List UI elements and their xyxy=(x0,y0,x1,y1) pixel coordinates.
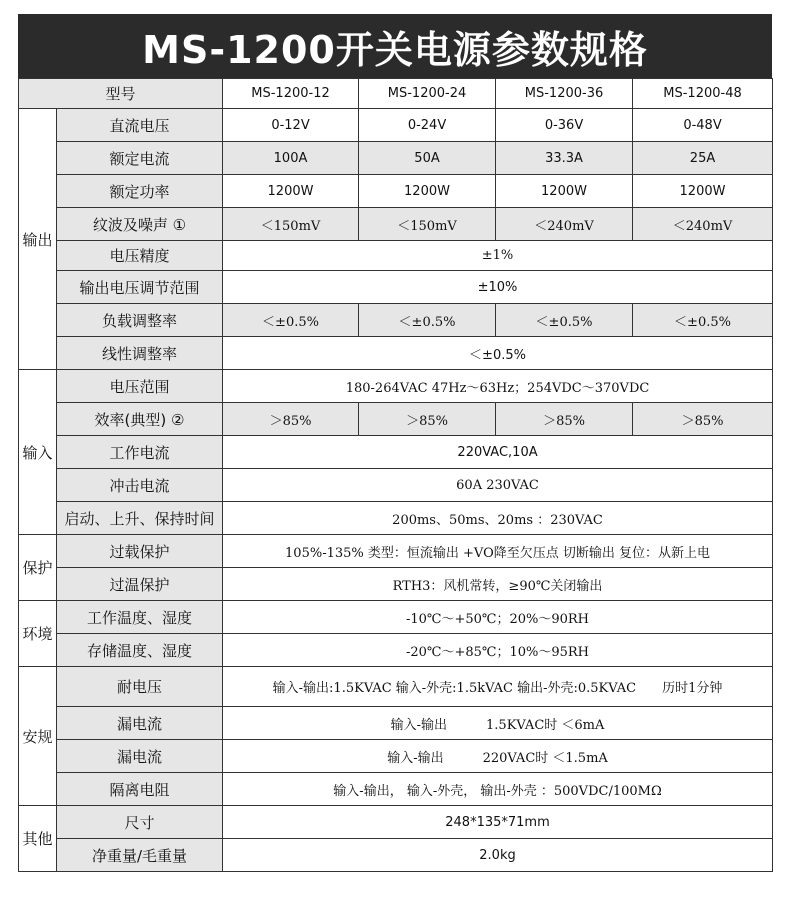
value-cell: ＜240mV xyxy=(633,208,773,241)
value-cell: ＜±0.5% xyxy=(359,304,496,337)
value-cell: 输入-输出 220VAC时 ＜1.5mA xyxy=(223,740,773,773)
table-row xyxy=(19,568,773,601)
param-working-current: 工作电流 xyxy=(57,436,223,469)
value-cell: 200ms、50ms、20ms ：230VAC xyxy=(223,502,773,535)
value-cell: 105%-135% 类型：恒流输出 +VO降至欠压点 切断输出 复位：从新上电 xyxy=(223,535,773,568)
param-storage-temp: 存储温度、湿度 xyxy=(57,634,223,667)
value-cell: 1200W xyxy=(359,175,496,208)
table-row xyxy=(19,502,773,535)
value-cell: 输入-输出 1.5KVAC时 ＜6mA xyxy=(223,707,773,740)
param-ripple: 纹波及噪声 ① xyxy=(57,208,223,241)
table-row xyxy=(19,469,773,502)
value-cell: ＜150mV xyxy=(359,208,496,241)
table-row xyxy=(19,175,773,208)
param-overload: 过载保护 xyxy=(57,535,223,568)
value-cell: 0-36V xyxy=(496,109,633,142)
value-cell: ＜±0.5% xyxy=(223,337,773,370)
value-cell: 输入-输出， 输入-外壳， 输出-外壳 ：500VDC/100MΩ xyxy=(223,773,773,806)
param-voltage-range: 电压范围 xyxy=(57,370,223,403)
page-title: MS-1200开关电源参数规格 xyxy=(18,14,772,78)
param-leakage-current-2: 漏电流 xyxy=(57,740,223,773)
value-cell: 输入-输出:1.5KVAC 输入-外壳:1.5kVAC 输出-外壳:0.5KVAC 历时1分钟 xyxy=(223,667,773,707)
table-row xyxy=(19,109,773,142)
param-overtemp: 过温保护 xyxy=(57,568,223,601)
param-dc-voltage: 直流电压 xyxy=(57,109,223,142)
value-cell: ±1% xyxy=(223,241,773,271)
param-isolation-resistance: 隔离电阻 xyxy=(57,773,223,806)
value-cell: ＞85% xyxy=(223,403,359,436)
param-inrush-current: 冲击电流 xyxy=(57,469,223,502)
table-row xyxy=(19,707,773,740)
table-row xyxy=(19,667,773,707)
table-row xyxy=(19,271,773,304)
table-row xyxy=(19,601,773,634)
value-cell: ＜240mV xyxy=(496,208,633,241)
value-cell: -10℃～+50℃；20%～90RH xyxy=(223,601,773,634)
header-row xyxy=(19,79,773,109)
param-voltage-accuracy: 电压精度 xyxy=(57,241,223,271)
value-cell: 1200W xyxy=(633,175,773,208)
header-model-label: 型号 xyxy=(19,79,223,109)
value-cell: 180-264VAC 47Hz～63Hz；254VDC～370VDC xyxy=(223,370,773,403)
param-rated-power: 额定功率 xyxy=(57,175,223,208)
table-row xyxy=(19,740,773,773)
table-row xyxy=(19,241,773,271)
value-cell: 248*135*71mm xyxy=(223,806,773,839)
table-row xyxy=(19,370,773,403)
table-row xyxy=(19,403,773,436)
header-model-48: MS-1200-48 xyxy=(633,79,773,109)
value-cell: 1200W xyxy=(496,175,633,208)
value-cell: ＞85% xyxy=(359,403,496,436)
param-size: 尺寸 xyxy=(57,806,223,839)
value-cell: 0-48V xyxy=(633,109,773,142)
table-row xyxy=(19,773,773,806)
table-row xyxy=(19,208,773,241)
value-cell: ＜±0.5% xyxy=(633,304,773,337)
param-withstand-voltage: 耐电压 xyxy=(57,667,223,707)
group-input: 输入 xyxy=(19,370,57,535)
header-model-36: MS-1200-36 xyxy=(496,79,633,109)
param-load-regulation: 负载调整率 xyxy=(57,304,223,337)
table-row xyxy=(19,142,773,175)
value-cell: 33.3A xyxy=(496,142,633,175)
table-row xyxy=(19,436,773,469)
group-environment: 环境 xyxy=(19,601,57,667)
param-line-regulation: 线性调整率 xyxy=(57,337,223,370)
value-cell: ＜±0.5% xyxy=(496,304,633,337)
param-working-temp: 工作温度、湿度 xyxy=(57,601,223,634)
value-cell: -20℃～+85℃；10%～95RH xyxy=(223,634,773,667)
value-cell: 1200W xyxy=(223,175,359,208)
value-cell: ±10% xyxy=(223,271,773,304)
param-startup-time: 启动、上升、保持时间 xyxy=(57,502,223,535)
value-cell: ＞85% xyxy=(496,403,633,436)
param-rated-current: 额定电流 xyxy=(57,142,223,175)
value-cell: 0-12V xyxy=(223,109,359,142)
param-leakage-current-1: 漏电流 xyxy=(57,707,223,740)
group-safety: 安规 xyxy=(19,667,57,806)
value-cell: 220VAC,10A xyxy=(223,436,773,469)
param-weight: 净重量/毛重量 xyxy=(57,839,223,872)
table-row xyxy=(19,535,773,568)
param-efficiency: 效率(典型) ② xyxy=(57,403,223,436)
value-cell: 2.0kg xyxy=(223,839,773,872)
value-cell: 100A xyxy=(223,142,359,175)
value-cell: 0-24V xyxy=(359,109,496,142)
table-row xyxy=(19,337,773,370)
group-protection: 保护 xyxy=(19,535,57,601)
table-row xyxy=(19,634,773,667)
value-cell: 25A xyxy=(633,142,773,175)
value-cell: RTH3：风机常转，≥90℃关闭输出 xyxy=(223,568,773,601)
param-adjust-range: 输出电压调节范围 xyxy=(57,271,223,304)
table-row xyxy=(19,839,773,872)
header-model-24: MS-1200-24 xyxy=(359,79,496,109)
table-row xyxy=(19,806,773,839)
value-cell: ＜±0.5% xyxy=(223,304,359,337)
value-cell: ＞85% xyxy=(633,403,773,436)
table-row xyxy=(19,304,773,337)
value-cell: 60A 230VAC xyxy=(223,469,773,502)
spec-table xyxy=(18,78,773,872)
group-other: 其他 xyxy=(19,806,57,872)
group-output: 输出 xyxy=(19,109,57,370)
value-cell: ＜150mV xyxy=(223,208,359,241)
header-model-12: MS-1200-12 xyxy=(223,79,359,109)
value-cell: 50A xyxy=(359,142,496,175)
